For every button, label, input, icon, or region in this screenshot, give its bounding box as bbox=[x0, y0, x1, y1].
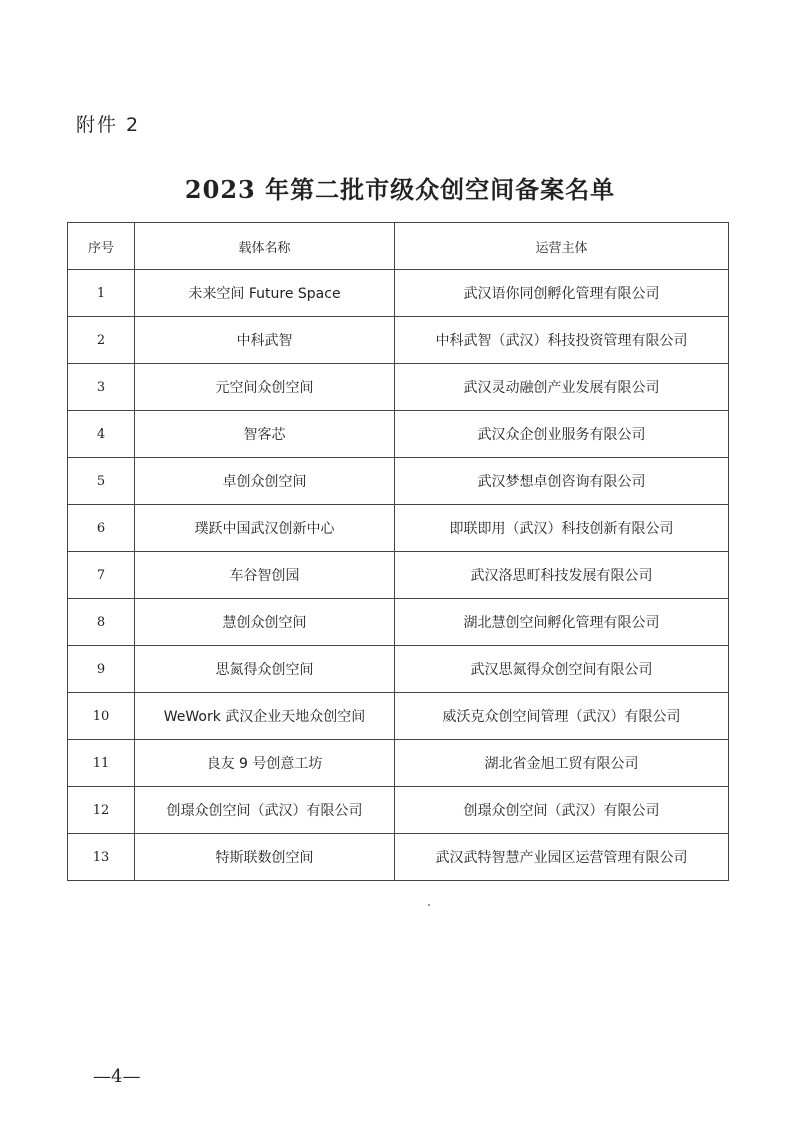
carrier-name: 慧创众创空间 bbox=[135, 599, 395, 646]
table-row bbox=[68, 834, 729, 881]
row-number: 5 bbox=[68, 458, 135, 505]
row-number: 2 bbox=[68, 317, 135, 364]
table-row bbox=[68, 552, 729, 599]
document-title: 2023 年第二批市级众创空间备案名单 bbox=[184, 175, 616, 204]
row-number: 1 bbox=[68, 270, 135, 317]
row-number: 10 bbox=[68, 693, 135, 740]
table-row bbox=[68, 693, 729, 740]
row-number: 8 bbox=[68, 599, 135, 646]
row-number: 9 bbox=[68, 646, 135, 693]
operator-name: 武汉思氮得众创空间有限公司 bbox=[395, 646, 729, 693]
row-number: 4 bbox=[68, 411, 135, 458]
header-serial-number: 序号 bbox=[68, 223, 135, 270]
operator-name: 湖北省金旭工贸有限公司 bbox=[395, 740, 729, 787]
table-row bbox=[68, 270, 729, 317]
scan-speck bbox=[428, 904, 430, 906]
carrier-name: 车谷智创园 bbox=[135, 552, 395, 599]
carrier-name: 创璟众创空间（武汉）有限公司 bbox=[135, 787, 395, 834]
operator-name: 中科武智（武汉）科技投资管理有限公司 bbox=[395, 317, 729, 364]
table-row bbox=[68, 364, 729, 411]
operator-name: 武汉洛思町科技发展有限公司 bbox=[395, 552, 729, 599]
header-operator: 运营主体 bbox=[395, 223, 729, 270]
registration-table bbox=[67, 222, 729, 881]
row-number: 6 bbox=[68, 505, 135, 552]
carrier-name: WeWork 武汉企业天地众创空间 bbox=[135, 693, 395, 740]
row-number: 12 bbox=[68, 787, 135, 834]
operator-name: 湖北慧创空间孵化管理有限公司 bbox=[395, 599, 729, 646]
carrier-name: 智客芯 bbox=[135, 411, 395, 458]
operator-name: 即联即用（武汉）科技创新有限公司 bbox=[395, 505, 729, 552]
carrier-name: 未来空间 Future Space bbox=[135, 270, 395, 317]
table-row bbox=[68, 458, 729, 505]
carrier-name: 元空间众创空间 bbox=[135, 364, 395, 411]
operator-name: 创璟众创空间（武汉）有限公司 bbox=[395, 787, 729, 834]
table-row bbox=[68, 740, 729, 787]
table-row bbox=[68, 787, 729, 834]
table-row bbox=[68, 411, 729, 458]
carrier-name: 卓创众创空间 bbox=[135, 458, 395, 505]
operator-name: 威沃克众创空间管理（武汉）有限公司 bbox=[395, 693, 729, 740]
operator-name: 武汉武特智慧产业园区运营管理有限公司 bbox=[395, 834, 729, 881]
row-number: 3 bbox=[68, 364, 135, 411]
operator-name: 武汉语你同创孵化管理有限公司 bbox=[395, 270, 729, 317]
carrier-name: 良友 9 号创意工坊 bbox=[135, 740, 395, 787]
carrier-name: 思氮得众创空间 bbox=[135, 646, 395, 693]
row-number: 7 bbox=[68, 552, 135, 599]
table-row bbox=[68, 505, 729, 552]
page-number: —4— bbox=[93, 1066, 141, 1087]
row-number: 13 bbox=[68, 834, 135, 881]
row-number: 11 bbox=[68, 740, 135, 787]
attachment-label: 附件 2 bbox=[76, 114, 141, 136]
carrier-name: 璞跃中国武汉创新中心 bbox=[135, 505, 395, 552]
table-row bbox=[68, 599, 729, 646]
operator-name: 武汉梦想卓创咨询有限公司 bbox=[395, 458, 729, 505]
table-row bbox=[68, 646, 729, 693]
table-row bbox=[68, 317, 729, 364]
operator-name: 武汉灵动融创产业发展有限公司 bbox=[395, 364, 729, 411]
table-header-row bbox=[68, 223, 729, 270]
carrier-name: 特斯联数创空间 bbox=[135, 834, 395, 881]
operator-name: 武汉众企创业服务有限公司 bbox=[395, 411, 729, 458]
carrier-name: 中科武智 bbox=[135, 317, 395, 364]
header-carrier-name: 载体名称 bbox=[135, 223, 395, 270]
